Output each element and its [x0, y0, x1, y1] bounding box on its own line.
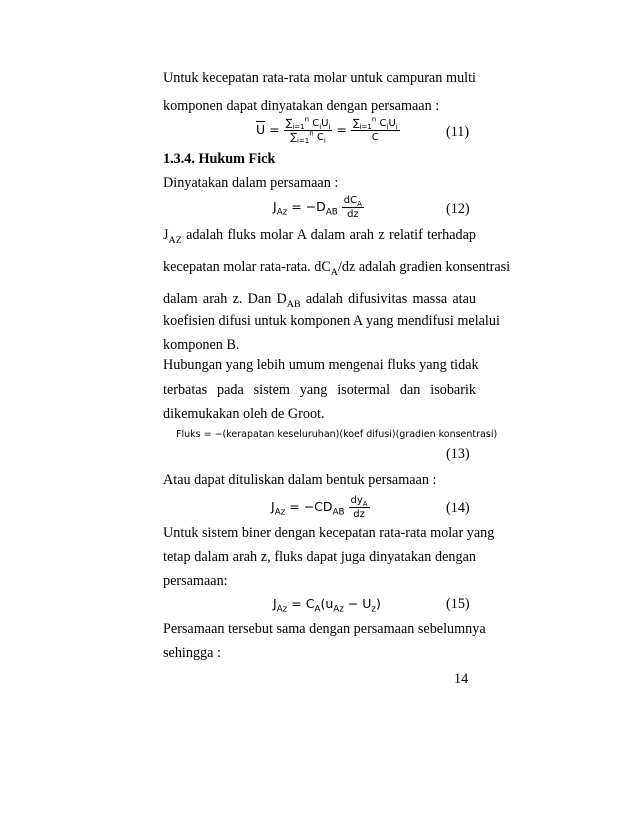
paragraph-4-line-1: Hubungan yang lebih umum mengenai fluks yang tidak: [163, 357, 479, 373]
equation-14: $J_{Az} = -CD_{AB}$ $\frac{dy_A}{dz}$: [271, 495, 368, 520]
section-heading: 1.3.4. Hukum Fick: [163, 151, 276, 167]
equation-15-number: (15): [446, 596, 470, 612]
paragraph-1-line-1: Untuk kecepatan rata-rata molar untuk campuran multi: [163, 70, 476, 86]
symbol-jaz: $J_{AZ}$: [163, 227, 182, 246]
equation-15: $J_{Az} = C_A(u_{Az} - U_z)$: [273, 596, 381, 615]
paragraph-7-line-2: sehingga :: [163, 645, 221, 661]
paragraph-6-line-1: Untuk sistem biner dengan kecepatan rata-rata molar yang: [163, 525, 495, 541]
equation-13: Fluks = −(kerapatan keseluruhan)(koef difusi)(gradien konsentrasi): [176, 429, 498, 440]
equation-13-number: (13): [446, 446, 470, 462]
paragraph-4-line-2: terbatas pada sistem yang isotermal dan isobarik: [163, 382, 476, 398]
paragraph-3-line-2: [163, 259, 511, 278]
paragraph-3-line-5: komponen B.: [163, 337, 240, 353]
equation-12: $J_{Az} = -D_{AB}$ $\frac{dC_A}{dz}$: [273, 195, 362, 220]
paragraph-6-line-2: tetap dalam arah z, fluks dapat juga dinyatakan dengan: [163, 549, 476, 565]
equation-11-number: (11): [446, 124, 470, 140]
paragraph-3-line-3-start: dalam arah z. Dan: [163, 291, 272, 307]
symbol-dca: $dC_A$: [314, 259, 338, 278]
equation-11: $\overline{U}$ = $\frac{\sum_{i=1}^n C_iU_i}{\sum_{i=1}^n C_i}$ = $\frac{\sum_{i=1}^n C_iU_i}{C}$: [256, 115, 398, 145]
paragraph-4-line-3: dikemukakan oleh de Groot.: [163, 406, 325, 422]
paragraph-3-line-1-text: adalah fluks molar A dalam arah z relatif terhadap: [186, 227, 477, 243]
paragraph-3-line-1: [163, 227, 476, 244]
equation-14-number: (14): [446, 500, 470, 516]
paragraph-3-line-2-text: kecepatan molar rata-rata.: [163, 259, 311, 275]
paragraph-6-line-3: persamaan:: [163, 573, 228, 589]
paragraph-2: Dinyatakan dalam persamaan :: [163, 175, 339, 191]
paragraph-3-line-2-rest: /dz adalah gradien konsentrasi: [337, 259, 511, 275]
paragraph-1-line-2: komponen dapat dinyatakan dengan persamaan :: [163, 98, 440, 114]
paragraph-5: Atau dapat dituliskan dalam bentuk persamaan :: [163, 472, 437, 488]
symbol-dab: $D_{AB}$: [276, 291, 301, 310]
paragraph-3-line-4: koefisien difusi untuk komponen A yang mendifusi melalui: [163, 313, 500, 329]
paragraph-3-line-3: [163, 291, 476, 308]
page-number: 14: [454, 671, 469, 687]
paragraph-7-line-1: Persamaan tersebut sama dengan persamaan sebelumnya: [163, 621, 486, 637]
paragraph-3-line-3-rest: adalah difusivitas massa atau: [305, 291, 477, 307]
equation-12-number: (12): [446, 201, 470, 217]
